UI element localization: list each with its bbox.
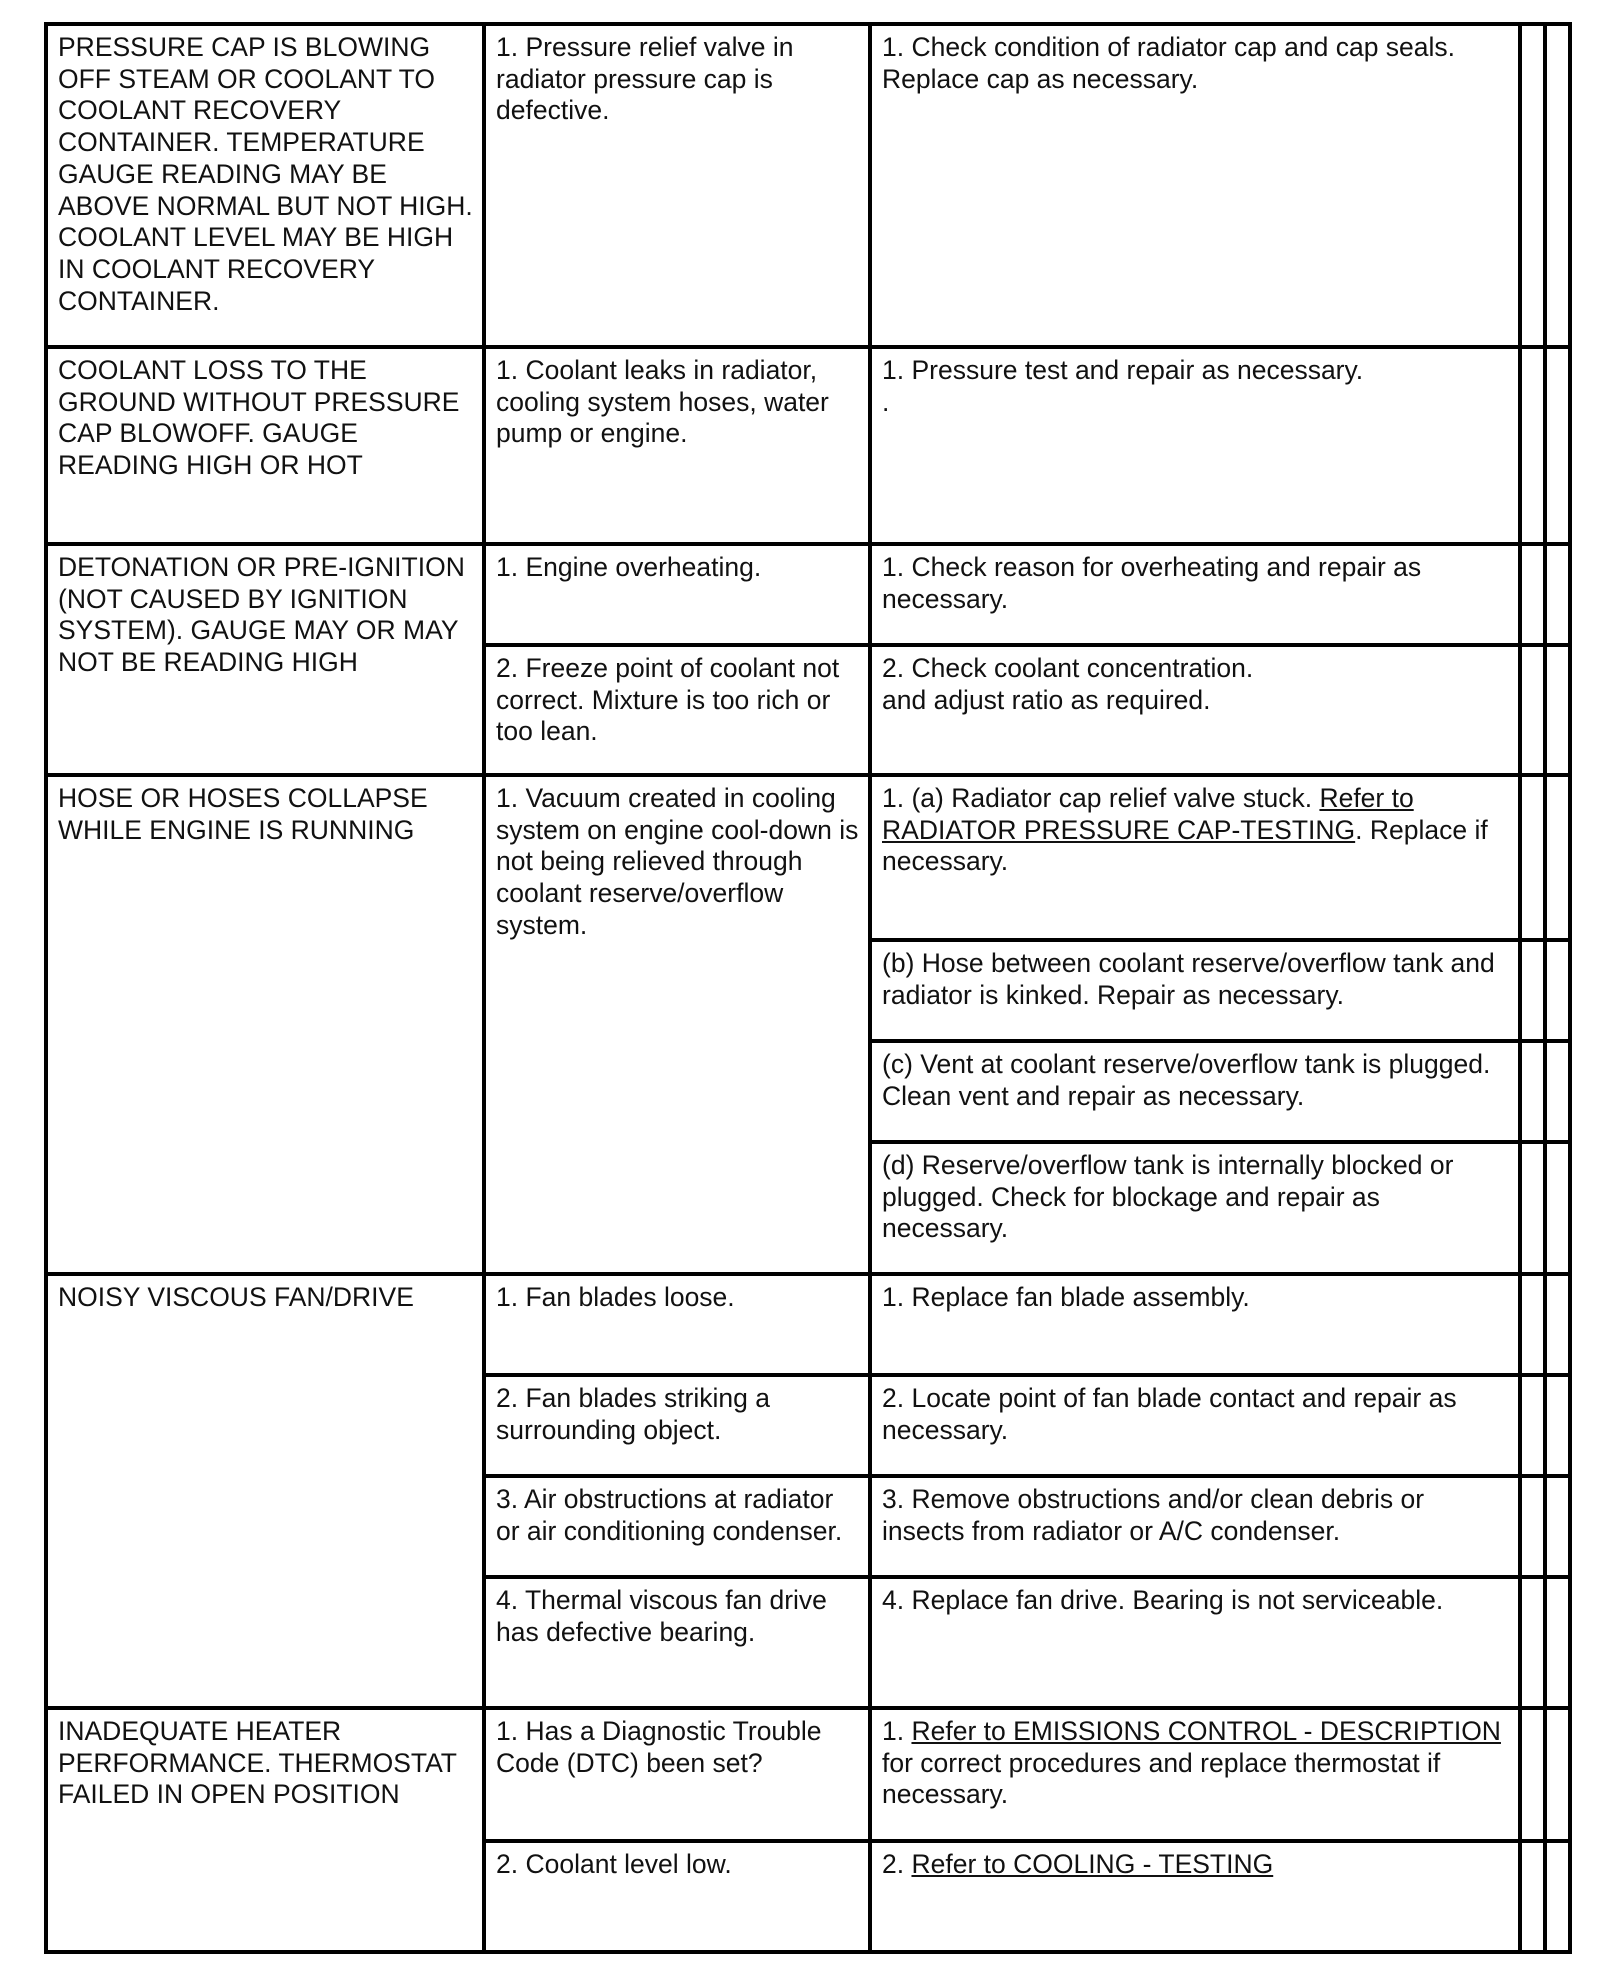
blank-cell <box>1520 1577 1545 1708</box>
condition-cell: DETONATION OR PRE-IGNITION (NOT CAUSED BY IGNITION SYSTEM). GAUGE MAY OR MAY NOT BE READING HIGH <box>46 544 484 775</box>
cause-cell: 1. Vacuum created in cooling system on engine cool-down is not being relieved through coolant reserve/overflow system. <box>484 775 870 1274</box>
blank-cell <box>1545 347 1570 544</box>
correction-cell: (b) Hose between coolant reserve/overflow tank and radiator is kinked. Repair as necessary. <box>870 940 1520 1041</box>
correction-cell <box>870 1841 1520 1952</box>
cause-cell: 4. Thermal viscous fan drive has defective bearing. <box>484 1577 870 1708</box>
correction-cell: 1. Check reason for overheating and repair as necessary. <box>870 544 1520 645</box>
blank-cell <box>1545 1577 1570 1708</box>
blank-cell <box>1545 1841 1570 1952</box>
blank-cell <box>1520 645 1545 775</box>
blank-cell <box>1520 1375 1545 1476</box>
correction-cell <box>870 1708 1520 1841</box>
condition-cell: NOISY VISCOUS FAN/DRIVE <box>46 1274 484 1708</box>
blank-cell <box>1545 1476 1570 1577</box>
blank-cell <box>1545 1375 1570 1476</box>
cross-reference-link[interactable]: Refer to COOLING - TESTING <box>911 1849 1274 1879</box>
condition-cell: INADEQUATE HEATER PERFORMANCE. THERMOSTAT FAILED IN OPEN POSITION <box>46 1708 484 1952</box>
correction-text: . Replace if necessary. <box>882 814 1488 877</box>
blank-cell <box>1520 347 1545 544</box>
table-row <box>46 347 1570 544</box>
correction-cell: 1. Check condition of radiator cap and cap seals. Replace cap as necessary. <box>870 24 1520 347</box>
correction-cell: 1. Pressure test and repair as necessary. . <box>870 347 1520 544</box>
cause-cell: 3. Air obstructions at radiator or air conditioning condenser. <box>484 1476 870 1577</box>
condition-cell: PRESSURE CAP IS BLOWING OFF STEAM OR COOLANT TO COOLANT RECOVERY CONTAINER. TEMPERATURE GAUGE READING MAY BE ABOVE NORMAL BUT NOT HIGH. COOLANT LEVEL MAY BE HIGH IN COOLANT RECOVERY CONTAINER. <box>46 24 484 347</box>
cause-cell: 1. Pressure relief valve in radiator pressure cap is defective. <box>484 24 870 347</box>
correction-cell: 3. Remove obstructions and/or clean debris or insects from radiator or A/C condenser. <box>870 1476 1520 1577</box>
correction-text: 1. <box>882 1716 912 1746</box>
table-row <box>46 775 1570 940</box>
blank-cell <box>1520 24 1545 347</box>
blank-cell <box>1545 645 1570 775</box>
blank-cell <box>1545 1708 1570 1841</box>
blank-cell <box>1520 775 1545 940</box>
correction-cell: 4. Replace fan drive. Bearing is not serviceable. <box>870 1577 1520 1708</box>
blank-cell <box>1520 1142 1545 1274</box>
blank-cell <box>1520 544 1545 645</box>
correction-cell: 1. Replace fan blade assembly. <box>870 1274 1520 1375</box>
diagnosis-table <box>44 22 1572 1954</box>
condition-cell: HOSE OR HOSES COLLAPSE WHILE ENGINE IS RUNNING <box>46 775 484 1274</box>
blank-cell <box>1545 544 1570 645</box>
table-row <box>46 1274 1570 1375</box>
blank-cell <box>1545 940 1570 1041</box>
cause-cell: 1. Has a Diagnostic Trouble Code (DTC) been set? <box>484 1708 870 1841</box>
table-row <box>46 544 1570 645</box>
blank-cell <box>1545 1041 1570 1142</box>
cross-reference-link[interactable]: Refer to EMISSIONS CONTROL - DESCRIPTION <box>911 1716 1501 1746</box>
blank-cell <box>1520 1041 1545 1142</box>
blank-cell <box>1545 24 1570 347</box>
cause-cell: 2. Fan blades striking a surrounding object. <box>484 1375 870 1476</box>
correction-cell: 2. Locate point of fan blade contact and repair as necessary. <box>870 1375 1520 1476</box>
blank-cell <box>1520 1274 1545 1375</box>
cause-cell: 2. Freeze point of coolant not correct. Mixture is too rich or too lean. <box>484 645 870 775</box>
correction-text: 2. <box>882 1849 912 1879</box>
correction-cell: 2. Check coolant concentration. and adjust ratio as required. <box>870 645 1520 775</box>
correction-cell: (d) Reserve/overflow tank is internally blocked or plugged. Check for blockage and repair as necessary. <box>870 1142 1520 1274</box>
blank-cell <box>1520 940 1545 1041</box>
blank-cell <box>1545 1142 1570 1274</box>
correction-text: 1. (a) Radiator cap relief valve stuck. <box>882 783 1320 813</box>
blank-cell <box>1545 1274 1570 1375</box>
cross-reference-link[interactable]: Refer to RADIATOR PRESSURE CAP-TESTING <box>882 783 1414 845</box>
correction-text: for correct procedures and replace thermostat if necessary. <box>882 1747 1441 1810</box>
cause-cell: 2. Coolant level low. <box>484 1841 870 1952</box>
table-row <box>46 24 1570 347</box>
correction-cell <box>870 775 1520 940</box>
blank-cell <box>1520 1476 1545 1577</box>
cause-cell: 1. Engine overheating. <box>484 544 870 645</box>
blank-cell <box>1545 775 1570 940</box>
cause-cell: 1. Coolant leaks in radiator, cooling system hoses, water pump or engine. <box>484 347 870 544</box>
blank-cell <box>1520 1841 1545 1952</box>
condition-cell: COOLANT LOSS TO THE GROUND WITHOUT PRESSURE CAP BLOWOFF. GAUGE READING HIGH OR HOT <box>46 347 484 544</box>
table-row <box>46 1708 1570 1841</box>
blank-cell <box>1520 1708 1545 1841</box>
cause-cell: 1. Fan blades loose. <box>484 1274 870 1375</box>
correction-cell: (c) Vent at coolant reserve/overflow tank is plugged. Clean vent and repair as necessary. <box>870 1041 1520 1142</box>
